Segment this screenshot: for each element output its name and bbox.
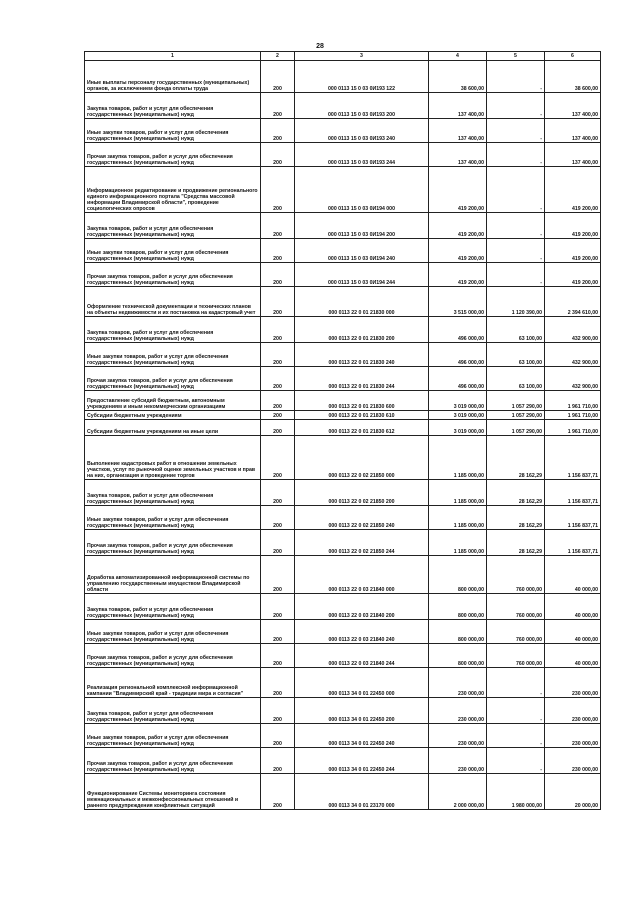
approved-amount-cell: 230 000,00 <box>429 698 487 724</box>
remaining-amount-cell: 230 000,00 <box>545 724 601 748</box>
approved-amount-cell: 800 000,00 <box>429 644 487 668</box>
executed-amount-cell: 760 000,00 <box>487 620 545 644</box>
grbs-code-cell: 200 <box>261 61 295 93</box>
table-row <box>85 556 601 594</box>
budget-code-cell: 000 0113 22 0 03 21840 244 <box>295 644 429 668</box>
budget-code-cell: 000 0113 22 0 01 21830 000 <box>295 287 429 317</box>
column-header: 6 <box>545 52 601 61</box>
grbs-code-cell: 200 <box>261 167 295 213</box>
approved-amount-cell: 800 000,00 <box>429 620 487 644</box>
column-header: 2 <box>261 52 295 61</box>
grbs-code-cell: 200 <box>261 93 295 119</box>
expense-name-cell: Реализация региональной комплексной информационной кампании "Владимирский край - традиции мира и согласия" <box>85 668 261 698</box>
executed-amount-cell: 1 120 390,00 <box>487 287 545 317</box>
remaining-amount-cell: 1 961 710,00 <box>545 411 601 420</box>
executed-amount-cell: - <box>487 724 545 748</box>
executed-amount-cell: 1 057 290,00 <box>487 420 545 436</box>
executed-amount-cell: - <box>487 213 545 239</box>
remaining-amount-cell: 419 200,00 <box>545 213 601 239</box>
approved-amount-cell: 419 200,00 <box>429 213 487 239</box>
executed-amount-cell: 63 100,00 <box>487 317 545 343</box>
expense-name-cell: Иные закупки товаров, работ и услуг для обеспечения государственных (муниципальных) нужд <box>85 506 261 530</box>
table-row <box>85 61 601 93</box>
executed-amount-cell: 1 057 290,00 <box>487 391 545 411</box>
approved-amount-cell: 800 000,00 <box>429 556 487 594</box>
table-row <box>85 143 601 167</box>
remaining-amount-cell: 1 961 710,00 <box>545 420 601 436</box>
expense-name-cell: Закупка товаров, работ и услуг для обеспечения государственных (муниципальных) нужд <box>85 480 261 506</box>
budget-code-cell: 000 0113 22 0 01 21830 200 <box>295 317 429 343</box>
approved-amount-cell: 38 600,00 <box>429 61 487 93</box>
table-row <box>85 420 601 436</box>
remaining-amount-cell: 1 961 710,00 <box>545 391 601 411</box>
executed-amount-cell: - <box>487 748 545 774</box>
grbs-code-cell: 200 <box>261 594 295 620</box>
table-row <box>85 480 601 506</box>
approved-amount-cell: 230 000,00 <box>429 724 487 748</box>
grbs-code-cell: 200 <box>261 620 295 644</box>
expense-name-cell: Закупка товаров, работ и услуг для обеспечения государственных (муниципальных) нужд <box>85 213 261 239</box>
expense-name-cell: Субсидии бюджетным учреждениям <box>85 411 261 420</box>
table-row <box>85 317 601 343</box>
budget-code-cell: 000 0113 22 0 01 21830 600 <box>295 391 429 411</box>
executed-amount-cell: - <box>487 93 545 119</box>
executed-amount-cell: 28 162,29 <box>487 480 545 506</box>
grbs-code-cell: 200 <box>261 213 295 239</box>
table-row <box>85 343 601 367</box>
remaining-amount-cell: 230 000,00 <box>545 668 601 698</box>
table-row <box>85 506 601 530</box>
budget-code-cell: 000 0113 15 0 03 0И193 200 <box>295 93 429 119</box>
approved-amount-cell: 3 019 000,00 <box>429 420 487 436</box>
executed-amount-cell: 63 100,00 <box>487 343 545 367</box>
table-row <box>85 213 601 239</box>
remaining-amount-cell: 230 000,00 <box>545 698 601 724</box>
executed-amount-cell: 28 162,29 <box>487 436 545 480</box>
grbs-code-cell: 200 <box>261 391 295 411</box>
executed-amount-cell: - <box>487 698 545 724</box>
expense-name-cell: Закупка товаров, работ и услуг для обеспечения государственных (муниципальных) нужд <box>85 93 261 119</box>
grbs-code-cell: 200 <box>261 367 295 391</box>
remaining-amount-cell: 40 000,00 <box>545 644 601 668</box>
approved-amount-cell: 3 019 000,00 <box>429 391 487 411</box>
approved-amount-cell: 800 000,00 <box>429 594 487 620</box>
grbs-code-cell: 200 <box>261 287 295 317</box>
column-header: 5 <box>487 52 545 61</box>
grbs-code-cell: 200 <box>261 668 295 698</box>
budget-code-cell: 000 0113 22 0 01 21830 610 <box>295 411 429 420</box>
grbs-code-cell: 200 <box>261 436 295 480</box>
table-row <box>85 411 601 420</box>
executed-amount-cell: 760 000,00 <box>487 594 545 620</box>
expense-name-cell: Прочая закупка товаров, работ и услуг для обеспечения государственных (муниципальных) нужд <box>85 748 261 774</box>
expense-name-cell: Выполнение кадастровых работ в отношении земельных участков, услуг по рыночной оценке земельных участков и прав на них, организация и проведение торгов <box>85 436 261 480</box>
table-row <box>85 239 601 263</box>
page-number: 28 <box>316 43 324 50</box>
budget-code-cell: 000 0113 15 0 03 0И194 240 <box>295 239 429 263</box>
table-row <box>85 263 601 287</box>
remaining-amount-cell: 230 000,00 <box>545 748 601 774</box>
remaining-amount-cell: 38 600,00 <box>545 61 601 93</box>
expense-name-cell: Прочая закупка товаров, работ и услуг для обеспечения государственных (муниципальных) нужд <box>85 367 261 391</box>
table-row <box>85 620 601 644</box>
expense-name-cell: Оформление технической документации и технических планов на объекты недвижимости и их постановка на кадастровый учет <box>85 287 261 317</box>
budget-code-cell: 000 0113 22 0 02 21850 244 <box>295 530 429 556</box>
budget-code-cell: 000 0113 22 0 02 21850 240 <box>295 506 429 530</box>
remaining-amount-cell: 1 156 837,71 <box>545 530 601 556</box>
grbs-code-cell: 200 <box>261 724 295 748</box>
table-row <box>85 287 601 317</box>
remaining-amount-cell: 20 000,00 <box>545 774 601 810</box>
executed-amount-cell: - <box>487 239 545 263</box>
budget-code-cell: 000 0113 15 0 03 0И193 244 <box>295 143 429 167</box>
table-row <box>85 436 601 480</box>
table-row <box>85 367 601 391</box>
budget-code-cell: 000 0113 34 0 01 23170 000 <box>295 774 429 810</box>
expense-name-cell: Функционирование Системы мониторинга состояния межнациональных и межконфессиональных отношений и раннего предупреждения конфликтных ситуаций <box>85 774 261 810</box>
remaining-amount-cell: 419 200,00 <box>545 239 601 263</box>
expense-name-cell: Закупка товаров, работ и услуг для обеспечения государственных (муниципальных) нужд <box>85 698 261 724</box>
expense-name-cell: Иные закупки товаров, работ и услуг для обеспечения государственных (муниципальных) нужд <box>85 620 261 644</box>
grbs-code-cell: 200 <box>261 530 295 556</box>
remaining-amount-cell: 137 400,00 <box>545 119 601 143</box>
expense-name-cell: Субсидии бюджетным учреждениям на иные цели <box>85 420 261 436</box>
approved-amount-cell: 2 000 000,00 <box>429 774 487 810</box>
executed-amount-cell: - <box>487 143 545 167</box>
expense-name-cell: Иные закупки товаров, работ и услуг для обеспечения государственных (муниципальных) нужд <box>85 343 261 367</box>
table-row <box>85 668 601 698</box>
grbs-code-cell: 200 <box>261 698 295 724</box>
remaining-amount-cell: 1 156 837,71 <box>545 436 601 480</box>
budget-code-cell: 000 0113 34 0 01 22450 240 <box>295 724 429 748</box>
budget-code-cell: 000 0113 22 0 03 21840 000 <box>295 556 429 594</box>
executed-amount-cell: 1 980 000,00 <box>487 774 545 810</box>
expense-name-cell: Иные выплаты персоналу государственных (муниципальных) органов, за исключением фонда оплаты труда <box>85 61 261 93</box>
table-row <box>85 698 601 724</box>
table-row <box>85 774 601 810</box>
remaining-amount-cell: 40 000,00 <box>545 594 601 620</box>
expense-name-cell: Иные закупки товаров, работ и услуг для обеспечения государственных (муниципальных) нужд <box>85 239 261 263</box>
executed-amount-cell: - <box>487 263 545 287</box>
executed-amount-cell: 28 162,29 <box>487 530 545 556</box>
approved-amount-cell: 1 185 000,00 <box>429 530 487 556</box>
executed-amount-cell: - <box>487 119 545 143</box>
table-row <box>85 594 601 620</box>
remaining-amount-cell: 1 156 837,71 <box>545 480 601 506</box>
budget-code-cell: 000 0113 15 0 03 0И194 000 <box>295 167 429 213</box>
grbs-code-cell: 200 <box>261 748 295 774</box>
table-row <box>85 748 601 774</box>
approved-amount-cell: 496 000,00 <box>429 317 487 343</box>
executed-amount-cell: 28 162,29 <box>487 506 545 530</box>
table-row <box>85 724 601 748</box>
grbs-code-cell: 200 <box>261 343 295 367</box>
budget-code-cell: 000 0113 22 0 03 21840 200 <box>295 594 429 620</box>
expense-name-cell: Прочая закупка товаров, работ и услуг для обеспечения государственных (муниципальных) нужд <box>85 143 261 167</box>
remaining-amount-cell: 419 200,00 <box>545 167 601 213</box>
approved-amount-cell: 1 185 000,00 <box>429 506 487 530</box>
column-header: 1 <box>85 52 261 61</box>
expense-name-cell: Прочая закупка товаров, работ и услуг для обеспечения государственных (муниципальных) нужд <box>85 644 261 668</box>
executed-amount-cell: 760 000,00 <box>487 644 545 668</box>
table-header-row <box>85 52 601 61</box>
approved-amount-cell: 230 000,00 <box>429 668 487 698</box>
expense-name-cell: Иные закупки товаров, работ и услуг для обеспечения государственных (муниципальных) нужд <box>85 724 261 748</box>
table-row <box>85 391 601 411</box>
remaining-amount-cell: 2 394 610,00 <box>545 287 601 317</box>
approved-amount-cell: 3 019 000,00 <box>429 411 487 420</box>
executed-amount-cell: - <box>487 61 545 93</box>
grbs-code-cell: 200 <box>261 317 295 343</box>
grbs-code-cell: 200 <box>261 143 295 167</box>
budget-code-cell: 000 0113 15 0 03 0И194 200 <box>295 213 429 239</box>
remaining-amount-cell: 40 000,00 <box>545 620 601 644</box>
expense-name-cell: Прочая закупка товаров, работ и услуг для обеспечения государственных (муниципальных) нужд <box>85 530 261 556</box>
grbs-code-cell: 200 <box>261 411 295 420</box>
table-row <box>85 644 601 668</box>
budget-code-cell: 000 0113 34 0 01 22450 000 <box>295 668 429 698</box>
expense-name-cell: Иные закупки товаров, работ и услуг для обеспечения государственных (муниципальных) нужд <box>85 119 261 143</box>
approved-amount-cell: 496 000,00 <box>429 367 487 391</box>
expense-name-cell: Предоставление субсидий бюджетным, автономным учреждениям и иным некоммерческим организациям <box>85 391 261 411</box>
executed-amount-cell: 760 000,00 <box>487 556 545 594</box>
executed-amount-cell: 1 057 290,00 <box>487 411 545 420</box>
approved-amount-cell: 419 200,00 <box>429 167 487 213</box>
budget-code-cell: 000 0113 22 0 01 21830 612 <box>295 420 429 436</box>
expense-name-cell: Закупка товаров, работ и услуг для обеспечения государственных (муниципальных) нужд <box>85 594 261 620</box>
approved-amount-cell: 137 400,00 <box>429 93 487 119</box>
table-row <box>85 167 601 213</box>
budget-code-cell: 000 0113 15 0 03 0И193 122 <box>295 61 429 93</box>
budget-code-cell: 000 0113 22 0 02 21850 000 <box>295 436 429 480</box>
budget-table <box>84 51 601 810</box>
budget-code-cell: 000 0113 22 0 02 21850 200 <box>295 480 429 506</box>
approved-amount-cell: 496 000,00 <box>429 343 487 367</box>
remaining-amount-cell: 432 900,00 <box>545 317 601 343</box>
budget-code-cell: 000 0113 15 0 03 0И194 244 <box>295 263 429 287</box>
remaining-amount-cell: 419 200,00 <box>545 263 601 287</box>
remaining-amount-cell: 432 900,00 <box>545 343 601 367</box>
approved-amount-cell: 419 200,00 <box>429 239 487 263</box>
grbs-code-cell: 200 <box>261 556 295 594</box>
budget-code-cell: 000 0113 34 0 01 22450 200 <box>295 698 429 724</box>
grbs-code-cell: 200 <box>261 480 295 506</box>
remaining-amount-cell: 40 000,00 <box>545 556 601 594</box>
executed-amount-cell: - <box>487 668 545 698</box>
expense-name-cell: Прочая закупка товаров, работ и услуг для обеспечения государственных (муниципальных) нужд <box>85 263 261 287</box>
table-row <box>85 530 601 556</box>
grbs-code-cell: 200 <box>261 239 295 263</box>
grbs-code-cell: 200 <box>261 263 295 287</box>
table-row <box>85 119 601 143</box>
grbs-code-cell: 200 <box>261 644 295 668</box>
budget-code-cell: 000 0113 22 0 01 21830 240 <box>295 343 429 367</box>
grbs-code-cell: 200 <box>261 506 295 530</box>
approved-amount-cell: 419 200,00 <box>429 263 487 287</box>
grbs-code-cell: 200 <box>261 774 295 810</box>
expense-name-cell: Информационное редактирование и продвижение регионального единого информационного портала "Средства массовой информации Владимирской области", проведение социологических опросов <box>85 167 261 213</box>
remaining-amount-cell: 432 900,00 <box>545 367 601 391</box>
grbs-code-cell: 200 <box>261 119 295 143</box>
approved-amount-cell: 137 400,00 <box>429 143 487 167</box>
approved-amount-cell: 3 515 000,00 <box>429 287 487 317</box>
expense-name-cell: Закупка товаров, работ и услуг для обеспечения государственных (муниципальных) нужд <box>85 317 261 343</box>
expense-name-cell: Доработка автоматизированной информационной системы по управлению государственным имуществом Владимирской области <box>85 556 261 594</box>
approved-amount-cell: 1 185 000,00 <box>429 436 487 480</box>
budget-code-cell: 000 0113 34 0 01 22450 244 <box>295 748 429 774</box>
approved-amount-cell: 230 000,00 <box>429 748 487 774</box>
budget-code-cell: 000 0113 15 0 03 0И193 240 <box>295 119 429 143</box>
budget-code-cell: 000 0113 22 0 03 21840 240 <box>295 620 429 644</box>
executed-amount-cell: 63 100,00 <box>487 367 545 391</box>
budget-code-cell: 000 0113 22 0 01 21830 244 <box>295 367 429 391</box>
remaining-amount-cell: 137 400,00 <box>545 93 601 119</box>
remaining-amount-cell: 1 156 837,71 <box>545 506 601 530</box>
remaining-amount-cell: 137 400,00 <box>545 143 601 167</box>
grbs-code-cell: 200 <box>261 420 295 436</box>
executed-amount-cell: - <box>487 167 545 213</box>
approved-amount-cell: 137 400,00 <box>429 119 487 143</box>
approved-amount-cell: 1 185 000,00 <box>429 480 487 506</box>
table-row <box>85 93 601 119</box>
column-header: 3 <box>295 52 429 61</box>
column-header: 4 <box>429 52 487 61</box>
